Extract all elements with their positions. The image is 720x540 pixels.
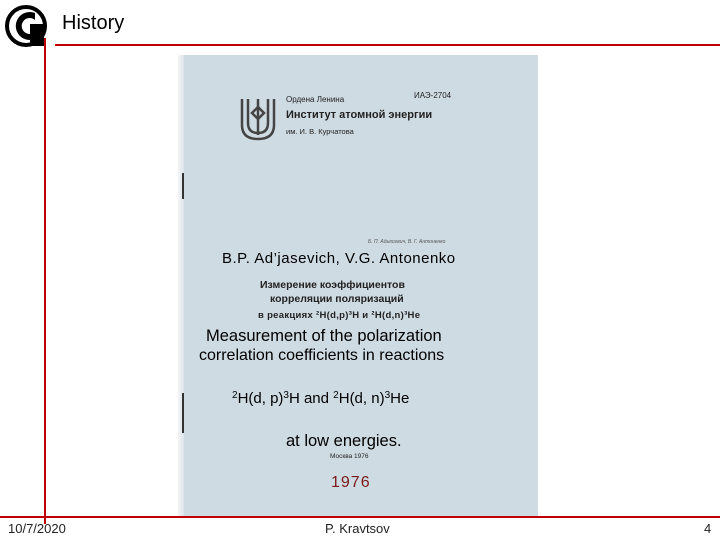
title-divider — [55, 44, 720, 46]
report-code: ИАЭ-2704 — [414, 91, 452, 100]
authors-overlay: B.P. Ad’jasevich, V.G. Antonenko — [222, 250, 456, 267]
footer-divider — [0, 516, 720, 518]
left-vertical-rule — [44, 38, 46, 524]
institute-emblem-icon — [238, 95, 278, 143]
institute-logo-icon — [4, 4, 48, 48]
slide-title: History — [62, 12, 125, 34]
year-overlay: 1976 — [331, 474, 371, 491]
ru-order-text: Ордена Ленина — [286, 95, 345, 104]
ru-city-year: Москва 1976 — [330, 453, 369, 460]
title-overlay-line: correlation coefficients in reactions — [199, 347, 445, 364]
footer-author: P. Kravtsov — [325, 521, 390, 536]
reactions-overlay: $^2$H(d, p)$^3$H and $^2$H(d, n)$^3$He — [232, 390, 410, 407]
title-overlay-line: Measurement of the polarization — [206, 327, 442, 345]
energy-overlay: at low energies. — [286, 432, 402, 450]
ru-institute-text: Институт атомной энергии — [286, 109, 433, 121]
ru-title-line: корреляции поляризаций — [270, 293, 404, 305]
footer-date: 10/7/2020 — [8, 521, 66, 536]
ru-title-line: Измерение коэффициентов — [260, 279, 405, 291]
ru-title-line: в реакциях ²H(d,p)³H и ²H(d,n)³He — [258, 310, 421, 321]
page-number: 4 — [704, 521, 712, 536]
ru-authors-text: Б. П. Адьясевич, В. Г. Антоненко — [368, 239, 446, 245]
ru-named-after-text: им. И. В. Курчатова — [286, 127, 354, 136]
scan-artifact — [182, 173, 184, 199]
scan-artifact — [182, 393, 184, 433]
